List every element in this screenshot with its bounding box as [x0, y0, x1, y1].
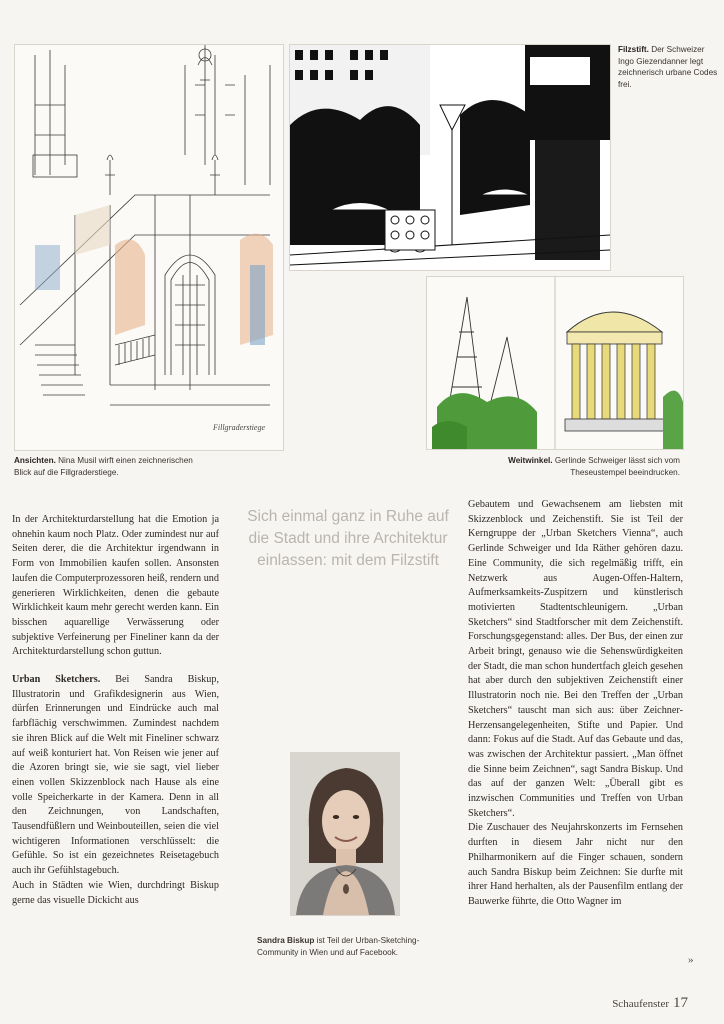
magazine-name: Schaufenster	[612, 998, 669, 1010]
sandra-biskup-portrait	[290, 752, 400, 916]
caption-text: Der Schweizer Ingo Giezendanner legt zeichnerisch urbane Codes frei.	[618, 45, 718, 89]
theseustempel-sketch	[426, 276, 684, 450]
section-heading: Urban Sketchers.	[12, 674, 101, 686]
street-scene-drawing	[289, 44, 611, 271]
paragraph-text: Bei Sandra Biskup, Illustratorin und Grafikdesignerin aus Wien, dürfen Erinnerungen und Eindrücke auch mal farbflächig verschwimmen. Zumindest nachdem sie ihren Blick auf die Welt mit Fineliner schwarz auf weiß konturiert hat. Von Reisen wie jener auf die Azoren bringt sie, wie sie sagt, viel lieber einen vollen Skizzenblock nach Hause als eine volle Speicherkarte in der Kamera. Denn in all den Zeichnungen, von Landschaften, Tausendfüßlern und Weinbouteillen, seien die viel wichtigeren Informationen verschlüsselt: die Gefühle. So ist ein gezeichnetes Reisetagebuch auch ihr Gefühlstagebuch.	[12, 674, 220, 877]
paragraph: Die Zuschauer des Neujahrskonzerts im Fernsehen durften in diesem Jahr nicht nur den Philharmonikern auf die Finger schauen, sondern auch Sandra Biskup beim Zeichnen: Sie durfte mit ihrer Hand herhalten, als der Pausenfilm entlang der Bauwerke führte, die Otto Wagner im	[468, 822, 683, 907]
caption-filzstift	[618, 44, 718, 90]
caption-text: ist Teil der Urban-Sketching-Community in Wien und auf Facebook.	[257, 936, 420, 957]
caption-label: Ansichten.	[14, 456, 56, 465]
paragraph: Auch in Städten wie Wien, durchdringt Biskup gerne das visuelle Dickicht aus	[12, 879, 219, 906]
fillgraderstiege-sketch	[14, 44, 284, 451]
caption-label: Sandra Biskup	[257, 936, 315, 945]
page-number: 17	[673, 995, 688, 1011]
pull-quote: Sich einmal ganz in Ruhe auf die Stadt und ihre Architektur einlassen: mit dem Filzstift	[247, 508, 449, 569]
paragraph: Gebautem und Gewachsenem am liebsten mit Skizzenblock und Zeichenstift. Sie ist Teil der Kerngruppe der „Urban Sketchers Vienna“, auch Gerlinde Schweiger und Ida Räther gehören dazu. Eine Community, die sich regelmäßig trifft, ein Netzwerk aus Augen-Offen-Haltern, Aufmerksamkeits-Zuspitzern und künstlerisch motivierten Stadtentschleunigern. „Urban Sketchers“ sind Stadtforscher mit dem Zeichenstift. Forschungsgegenstand: alles. Der Bus, der einen zur Arbeit bringt, genauso wie die Sehenswürdigkeiten der Stadt, die man schon hundertfach gleich gesehen hat aber durch den subjektiven Zeichenstift einer Illustratorin noch nie. Bei den Treffen der „Urban Sketchers“ tauscht man sich aus: über Zeichner-Herzensangelegenheiten, Stifte und Papier. Und dann: Fokus auf die Stadt. Auf das Gebaute und das, was zwischen der Architektur passiert. „Man öffnet die Sinne beim Zeichnen“, sagt Sandra Biskup. Und das auf der ganzen Welt: „Überall gibt es inzwischen Communities und Treffen von Urban Sketchers“.	[468, 499, 683, 819]
continue-mark: »	[688, 954, 694, 966]
caption-text: Gerlinde Schweiger lässt sich vom Theseustempel beeindrucken.	[552, 456, 680, 477]
page-footer	[612, 995, 688, 1012]
caption-label: Weitwinkel.	[508, 456, 553, 465]
right-column	[468, 498, 683, 910]
caption-ansichten	[14, 455, 204, 478]
portrait-caption	[257, 935, 452, 958]
paragraph: In der Architekturdarstellung hat die Emotion ja ohnehin kaum noch Platz. Oder zumindest nur auf Seiten derer, die die Architektur irgendwann in Form von Immobilien kaufen sollen. Ansonsten laufen die Computerprozessoren heiß, rendern und generieren Wirklichkeiten, denen die gebaute Wirklichkeit kaum mehr gerecht werden kann. Ein bisschen aquarellige Verwässerung oder subjektive Verfeinerung per Fineliner kann da der Architekturdarstellung schon guttun.	[12, 514, 219, 658]
sketch-signature: Fillgraderstiege	[213, 423, 265, 432]
caption-text: Nina Musil wirft einen zeichnerischen Blick auf die Fillgraderstiege.	[14, 456, 193, 477]
left-column	[12, 513, 219, 908]
paragraph	[12, 673, 219, 879]
caption-label: Filzstift.	[618, 45, 649, 54]
caption-weitwinkel	[480, 455, 680, 478]
